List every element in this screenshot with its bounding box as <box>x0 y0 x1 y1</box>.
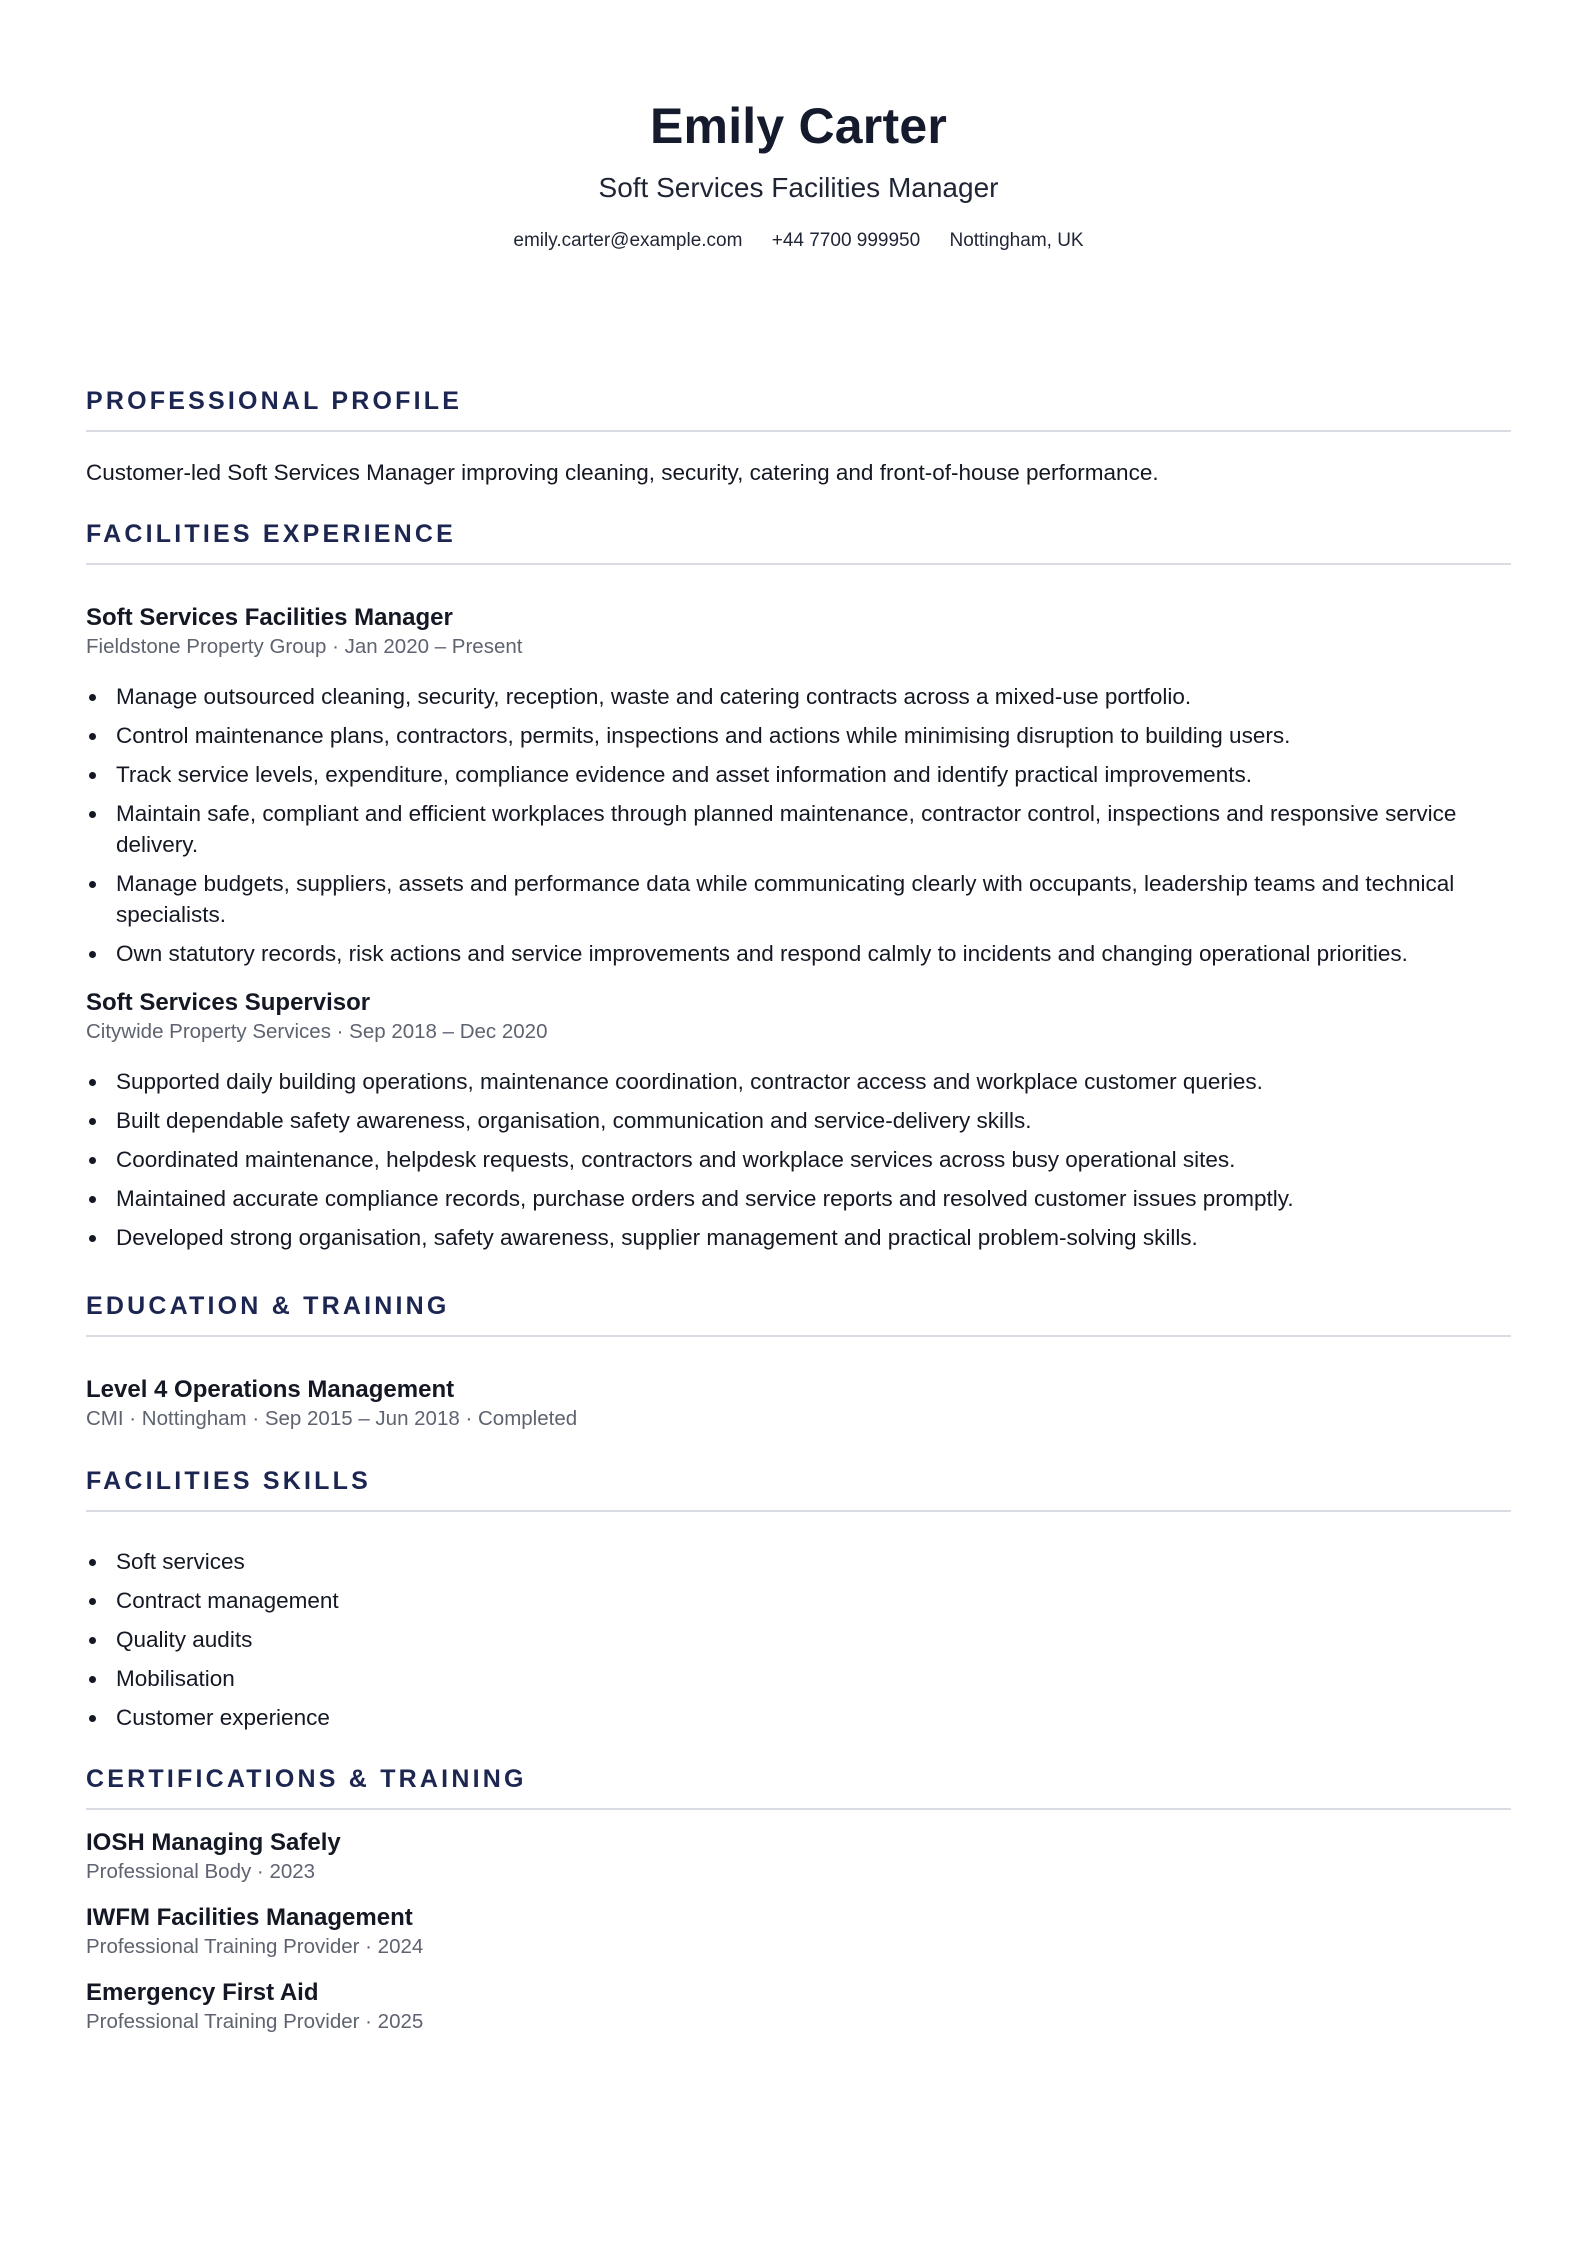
list-item: Own statutory records, risk actions and service improvements and respond calmly to incidents and changing operational priorities. <box>86 938 1511 969</box>
list-item: Track service levels, expenditure, compliance evidence and asset information and identify practical improvements. <box>86 759 1511 790</box>
job-bullets <box>86 681 1511 969</box>
job-title: Soft Services Supervisor <box>86 989 371 1016</box>
list-item: Maintain safe, compliant and efficient workplaces through planned maintenance, contractor control, inspections and responsive service delivery. <box>86 798 1511 860</box>
contact-line <box>86 229 1511 253</box>
list-item: Maintained accurate compliance records, purchase orders and service reports and resolved customer issues promptly. <box>86 1183 1511 1214</box>
certification-title: Emergency First Aid <box>86 1979 319 2006</box>
list-item: Manage budgets, suppliers, assets and performance data while communicating clearly with occupants, leadership teams and technical specialists. <box>86 868 1511 930</box>
list-item: Customer experience <box>86 1702 1511 1733</box>
job-meta: Citywide Property Services · Sep 2018 – Dec 2020 <box>86 1020 548 1043</box>
list-item: Control maintenance plans, contractors, permits, inspections and actions while minimising disruption to building users. <box>86 720 1511 751</box>
list-item: Mobilisation <box>86 1663 1511 1694</box>
certification-title: IWFM Facilities Management <box>86 1904 413 1931</box>
section-divider <box>86 430 1511 432</box>
section-skills <box>86 1465 1511 1741</box>
contact-location: Nottingham, UK <box>949 230 1084 251</box>
certification-meta: Professional Training Provider · 2025 <box>86 2010 424 2033</box>
job-entry <box>86 603 1511 969</box>
section-heading: PROFESSIONAL PROFILE <box>86 387 463 415</box>
list-item: Quality audits <box>86 1624 1511 1655</box>
section-heading: FACILITIES SKILLS <box>86 1467 371 1495</box>
job-meta: Fieldstone Property Group · Jan 2020 – Present <box>86 635 523 658</box>
education-title: Level 4 Operations Management <box>86 1376 455 1403</box>
contact-phone[interactable]: +44 7700 999950 <box>771 230 921 251</box>
section-divider <box>86 1335 1511 1337</box>
section-divider <box>86 1808 1511 1810</box>
section-divider <box>86 1510 1511 1512</box>
certification-entry <box>86 1978 1511 2036</box>
list-item: Coordinated maintenance, helpdesk requests, contractors and workplace services across busy operational sites. <box>86 1144 1511 1175</box>
contact-email[interactable]: emily.carter@example.com <box>513 230 743 251</box>
list-item: Supported daily building operations, maintenance coordination, contractor access and workplace customer queries. <box>86 1066 1511 1097</box>
certification-title: IOSH Managing Safely <box>86 1829 341 1856</box>
education-meta: CMI · Nottingham · Sep 2015 – Jun 2018 · Completed <box>86 1407 578 1430</box>
section-education <box>86 1290 1511 1433</box>
section-heading: FACILITIES EXPERIENCE <box>86 520 457 548</box>
resume-header <box>86 0 1511 253</box>
certification-meta: Professional Body · 2023 <box>86 1860 316 1883</box>
candidate-title: Soft Services Facilities Manager <box>598 172 999 203</box>
section-heading: CERTIFICATIONS & TRAINING <box>86 1765 527 1793</box>
section-certifications <box>86 1763 1511 2036</box>
certification-entry <box>86 1828 1511 1886</box>
section-experience <box>86 518 1511 1261</box>
list-item: Soft services <box>86 1546 1511 1577</box>
education-entry <box>86 1375 1511 1433</box>
skills-list <box>86 1546 1511 1733</box>
list-item: Contract management <box>86 1585 1511 1616</box>
section-profile <box>86 385 1511 488</box>
list-item: Developed strong organisation, safety awareness, supplier management and practical problem-solving skills. <box>86 1222 1511 1253</box>
certification-entry <box>86 1903 1511 1961</box>
job-title: Soft Services Facilities Manager <box>86 604 453 631</box>
profile-summary: Customer-led Soft Services Manager improving cleaning, security, catering and front-of-house performance. <box>86 460 1159 485</box>
section-heading: EDUCATION & TRAINING <box>86 1292 450 1320</box>
candidate-name: Emily Carter <box>650 98 947 154</box>
job-bullets <box>86 1066 1511 1253</box>
resume-page <box>86 0 1511 2033</box>
job-entry <box>86 988 1511 1253</box>
list-item: Built dependable safety awareness, organisation, communication and service-delivery skills. <box>86 1105 1511 1136</box>
certification-meta: Professional Training Provider · 2024 <box>86 1935 424 1958</box>
section-divider <box>86 563 1511 565</box>
list-item: Manage outsourced cleaning, security, reception, waste and catering contracts across a mixed-use portfolio. <box>86 681 1511 712</box>
